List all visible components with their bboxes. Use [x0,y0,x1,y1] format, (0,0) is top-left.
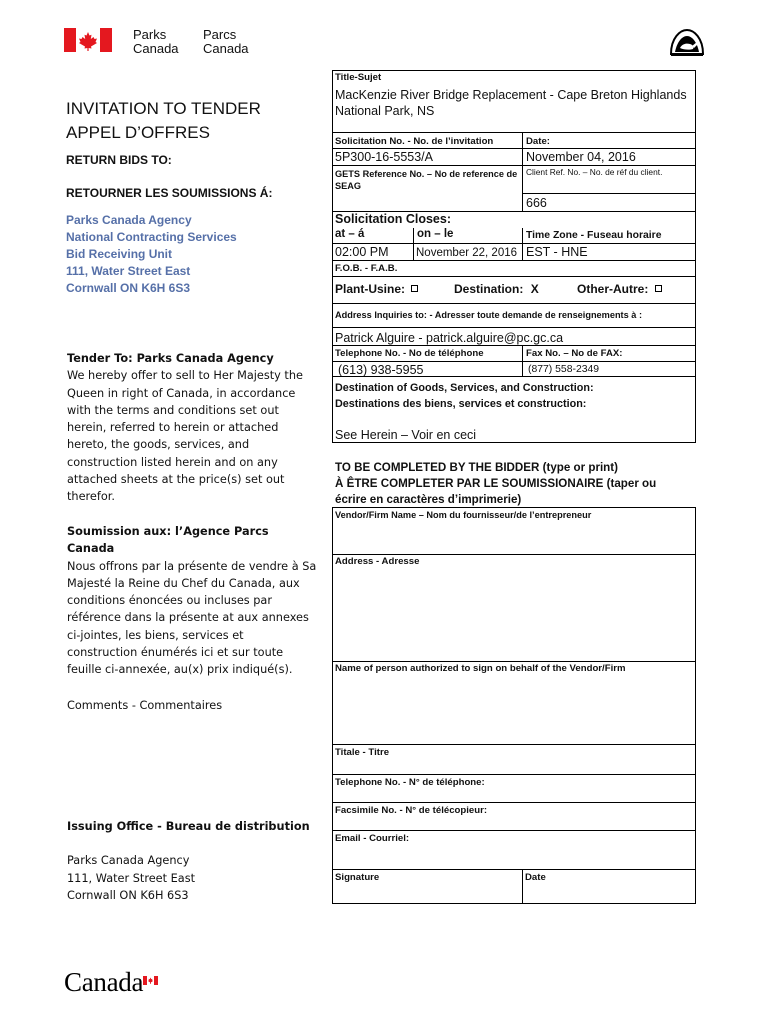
signature-label: Signature [335,872,380,883]
plant-label: Plant-Usine: [335,282,406,296]
email-label: Email - Courriel: [335,833,410,844]
department-name-fr-line2: Canada [203,41,249,56]
email-field[interactable] [333,831,695,869]
address-label: Address - Adresse [335,556,420,567]
title-sujet-label: Title-Sujet [335,72,382,83]
facsimile-label: Facsimile No. - N° de télécopieur: [335,805,488,816]
soumission-section [67,523,317,679]
department-name-en-line2: Canada [133,41,179,56]
solicitation-closes-label: Solicitation Closes: [335,212,451,226]
time-zone-value: EST - HNE [526,245,588,259]
destination-goods-label-fr: Destinations des biens, services et construction: [335,398,587,410]
issuing-office-heading: Issuing Office - Bureau de distribution [67,820,310,833]
client-ref-value: 666 [526,196,547,210]
bidder-instructions-heading [335,460,695,508]
return-address-line: 111, Water Street East [66,264,191,278]
gets-reference-label: GETS Reference No. – No de reference de SEAG [335,169,518,191]
issuing-office-line: Parks Canada Agency [67,854,190,868]
soumission-text: Nous offrons par la présente de vendre à Sa Majesté la Reine du Chef du Canada, aux conditions énoncées ou incluses par référence dans la présente at aux annexes ci-jointes, les biens, services et construction énumérés ici et sur toute feuille ci-annexée, au(x) prix indiqué(s). [67,559,317,677]
issuing-office-line: 111, Water Street East [67,871,196,885]
on-label: on – le [417,228,454,240]
title-field-label: Titale - Titre [335,747,390,758]
destination-goods-label-en: Destination of Goods, Services, and Construction: [335,382,594,394]
return-address-line: Bid Receiving Unit [66,247,173,261]
return-address-line: National Contracting Services [66,230,237,244]
signature-date-field[interactable] [523,870,695,903]
vendor-name-label: Vendor/Firm Name – Nom du fournisseur/de l’entrepreneur [335,510,592,520]
authorized-person-field[interactable] [333,662,695,744]
at-label: at – á [335,228,365,240]
canada-wordmark: Canada [64,967,144,997]
contact-value: Patrick Alguire - patrick.alguire@pc.gc.ca [335,331,564,345]
tender-to-text: We hereby offer to sell to Her Majesty the Queen in right of Canada, in accordance with the terms and conditions set out herein, referred to herein or attached hereto, the goods, services, and construction listed herein and on any attached sheets at the price(s) set out therefor. [67,369,303,504]
solicitation-no-value: 5P300-16-5553/A [335,150,433,164]
address-inquiries-label: Address Inquiries to: - Adresser toute demande de renseignements à : [335,310,643,320]
destination-goods-value: See Herein – Voir en ceci [335,428,477,442]
bidder-heading-en: TO BE COMPLETED BY THE BIDDER (type or print) [335,461,618,474]
solicitation-no-label: Solicitation No. - No. de l’invitation [335,136,494,147]
title-sujet-value: MacKenzie River Bridge Replacement - Cape Breton Highlands National Park, NS [335,88,687,118]
signature-field[interactable] [333,870,521,903]
closing-date-value: November 22, 2016 [416,247,518,259]
authorized-person-label: Name of person authorized to sign on behalf of the Vendor/Firm [335,663,626,674]
fax-value: (877) 558-2349 [528,364,600,375]
time-zone-label: Time Zone - Fuseau horaire [526,230,662,241]
return-bids-fr: RETOURNER LES SOUMISSIONS Á: [66,186,273,200]
destination-value: X [530,282,539,296]
canada-wordmark-flag-icon [143,972,158,981]
other-checkbox[interactable] [655,285,662,292]
canada-flag-icon [64,28,112,52]
department-name-fr-line1: Parcs [203,27,237,42]
tender-to-section [67,350,315,506]
soumission-heading: Soumission aux: l’Agence Parcs Canada [67,525,269,556]
date-value: November 04, 2016 [526,150,636,164]
plant-checkbox[interactable] [411,285,418,292]
closing-time-value: 02:00 PM [335,245,389,259]
comments-label: Comments - Commentaires [67,699,223,712]
signature-date-label: Date [525,872,546,883]
issuing-office-section [67,818,317,904]
return-address-line: Cornwall ON K6H 6S3 [66,281,191,295]
destination-option [454,282,539,296]
other-option [577,282,662,296]
vendor-name-field[interactable] [333,508,695,554]
issuing-office-line: Cornwall ON K6H 6S3 [67,888,189,902]
telephone-field[interactable] [333,775,695,802]
fob-label: F.O.B. - F.A.B. [335,263,398,274]
telephone-value: (613) 938-5955 [338,363,424,377]
department-name-fr [203,28,249,56]
address-field[interactable] [333,555,695,661]
title-field[interactable] [333,745,695,774]
return-address-line: Parks Canada Agency [66,213,192,227]
client-ref-label: Client Ref. No. – No. de réf du client. [526,167,663,177]
facsimile-field[interactable] [333,803,695,830]
destination-goods-label [335,380,594,412]
title-fr: APPEL D’OFFRES [66,123,210,142]
date-label: Date: [526,136,550,147]
return-bids-en: RETURN BIDS TO: [66,153,172,167]
department-name-en-line1: Parks [133,27,167,42]
title-en: INVITATION TO TENDER [66,99,261,118]
document-title [66,97,261,145]
destination-label: Destination: [454,282,524,296]
bidder-heading-fr-2: écrire en caractères d’imprimerie) [335,493,522,506]
return-address [66,212,237,297]
bidder-telephone-label: Telephone No. - N° de téléphone: [335,777,485,788]
bidder-heading-fr-1: À ÊTRE COMPLETER PAR LE SOUMISSIONAIRE (taper ou [335,477,657,490]
plant-option [335,282,418,296]
telephone-label: Telephone No. - No de téléphone [335,348,484,359]
other-label: Other-Autre: [577,282,649,296]
tender-to-heading: Tender To: Parks Canada Agency [67,352,274,365]
parks-canada-beaver-emblem-icon [668,28,706,58]
department-name-en [133,28,179,56]
fax-label: Fax No. – No de FAX: [526,348,623,359]
